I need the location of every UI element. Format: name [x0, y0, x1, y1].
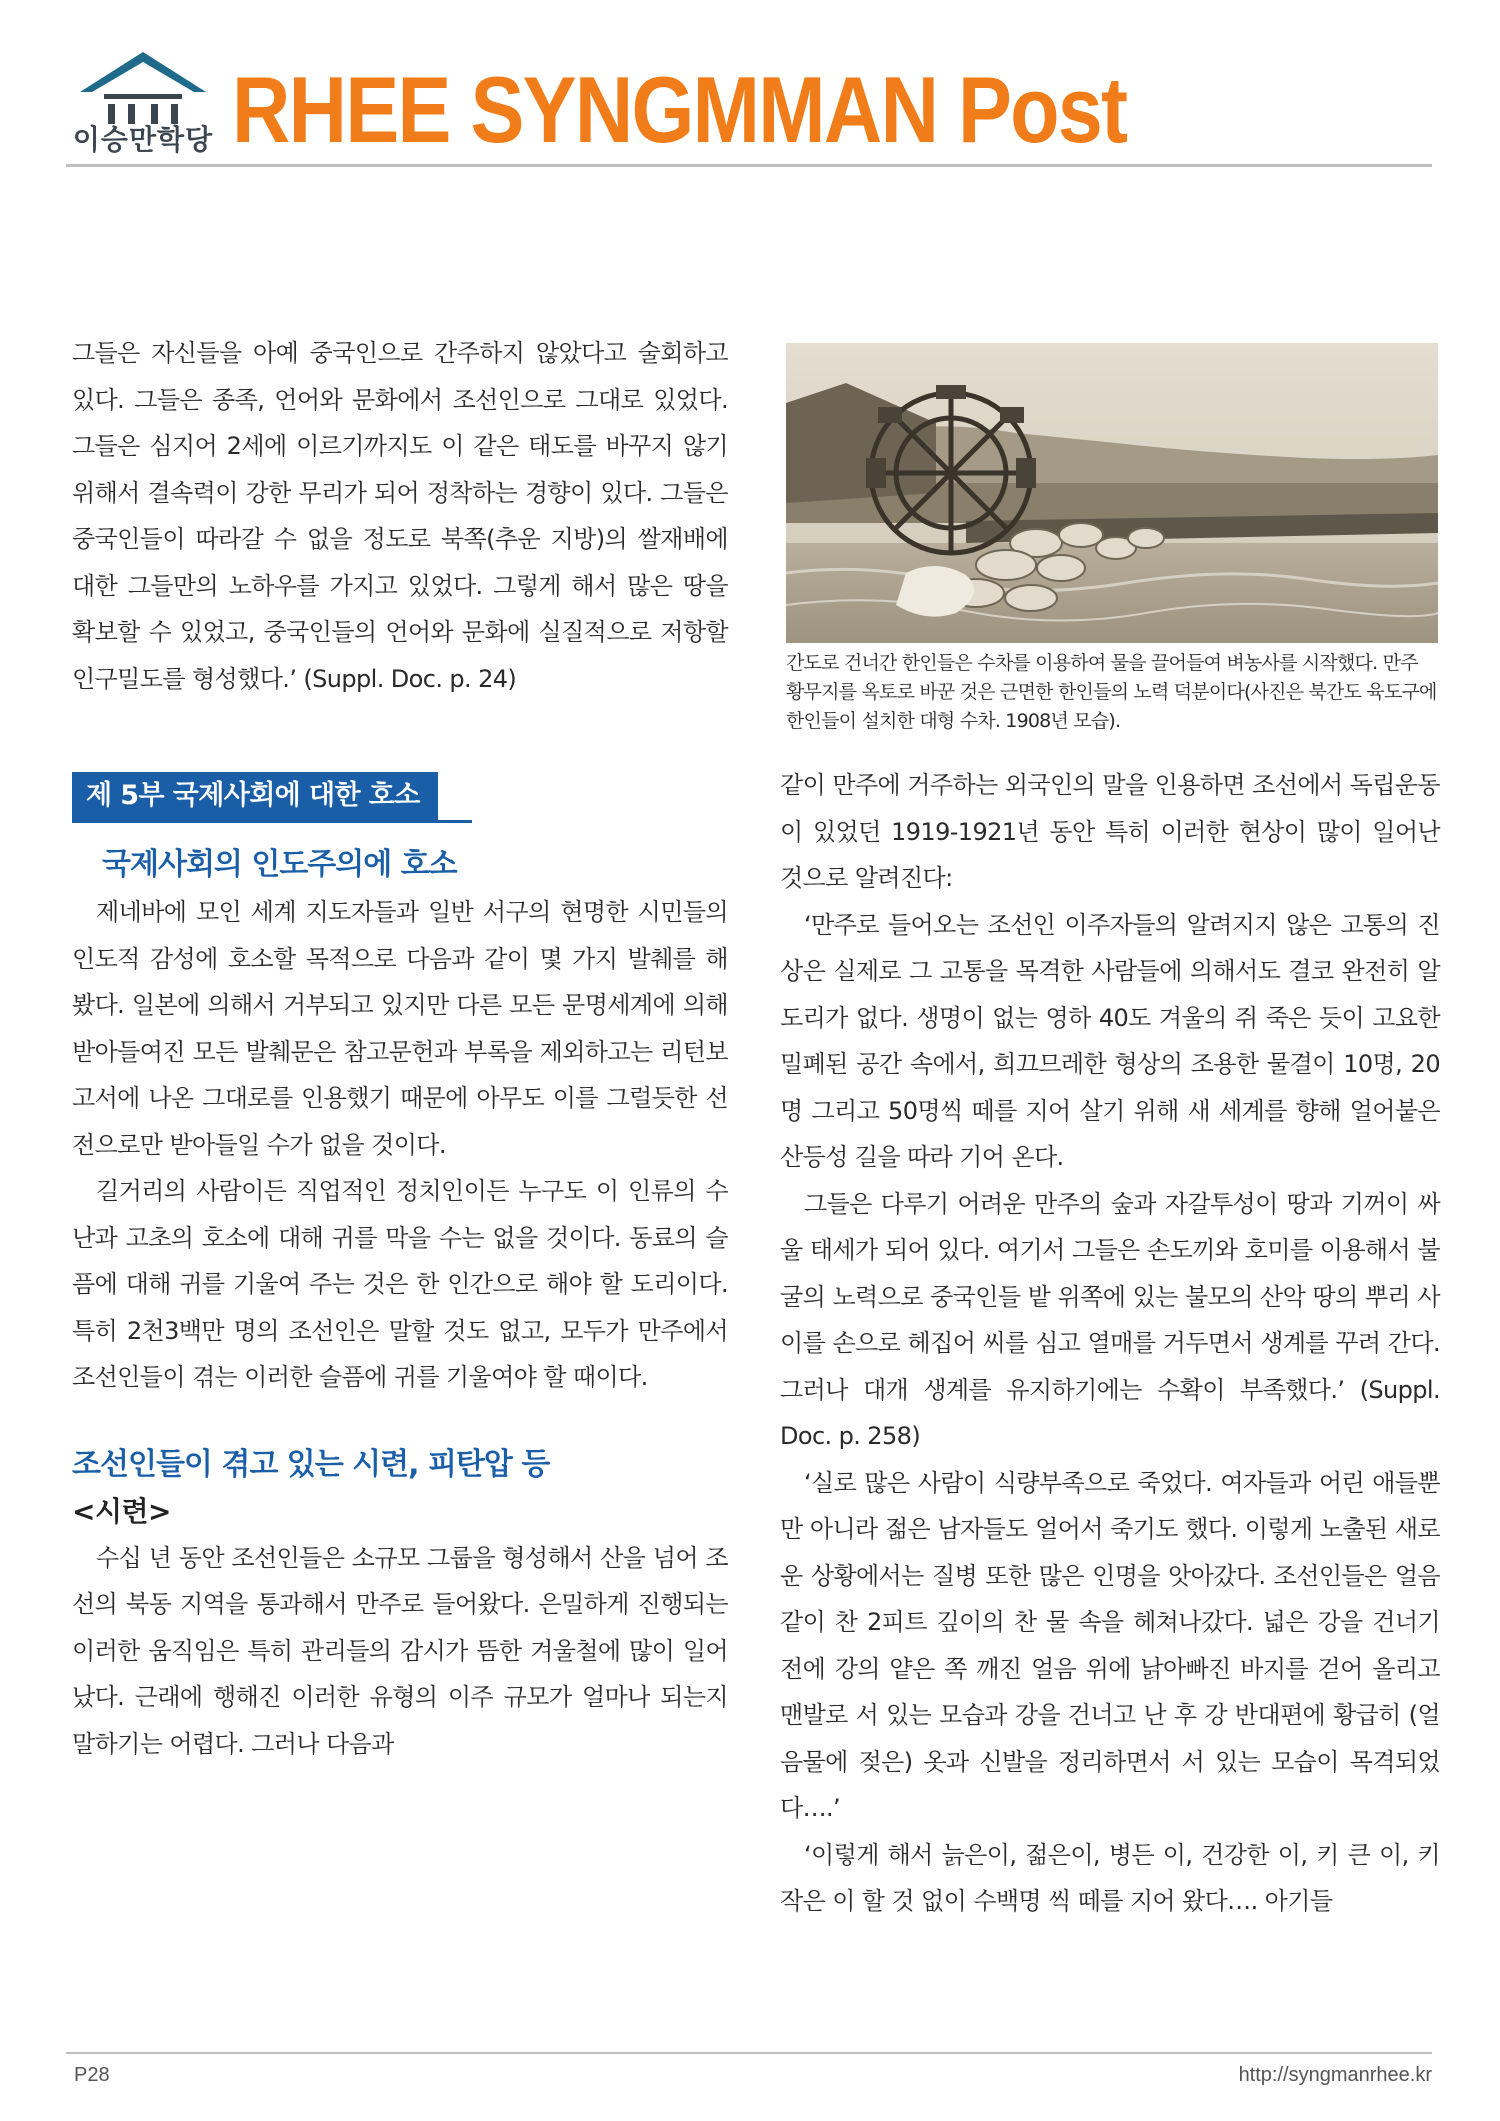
section-title: 국제사회의 인도주의에 호소: [102, 847, 457, 882]
body-paragraph: 같이 만주에 거주하는 외국인의 말을 인용하면 조선에서 독립운동이 있었던 1919-1921년 동안 특히 이러한 현상이 많이 일어난 것으로 알려진다:: [780, 771, 1440, 892]
quote-paragraph: 그들은 다루기 어려운 만주의 숲과 자갈투성이 땅과 기꺼이 싸울 태세가 되어 있다. 여기서 그들은 손도끼와 호미를 이용해서 불굴의 노력으로 중국인들 밭 위쪽에 있는 불모의 산악 땅의 뿌리 사이를 손으로 헤집어 씨를 심고 열매를 거두면서 생계를 꾸려 간다. 그러나 대개 생계를 유지하기에는 수확이 부족했다.’ (Suppl. Doc. p. 258): [780, 1189, 1440, 1450]
sub-title: <시련>: [72, 1494, 172, 1528]
masthead-title: RHEE SYNGMMAN Post: [232, 57, 1127, 162]
logo-text: 이승만학당: [72, 123, 214, 156]
body-paragraph: 길거리의 사람이든 직업적인 정치인이든 누구도 이 인류의 수난과 고초의 호소에 대해 귀를 막을 수는 없을 것이다. 동료의 슬픔에 대해 귀를 기울여 주는 것은 한 인간으로 해야 할 도리이다. 특히 2천3백만 명의 조선인은 말할 것도 없고, 모두가 만주에서 조선인들이 겪는 이러한 슬픔에 귀를 기울여야 할 때이다.: [72, 1177, 728, 1391]
photo-caption: 간도로 건너간 한인들은 수차를 이용하여 물을 끌어들여 벼농사를 시작했다. 만주 황무지를 옥토로 바꾼 것은 근면한 한인들의 노력 덕분이다(사진은 북간도 육도구에 한인들이 설치한 대형 수차. 1908년 모습).: [786, 652, 1437, 732]
waterwheel-photo-image: [786, 343, 1438, 643]
quote-paragraph: ‘이렇게 해서 늙은이, 젊은이, 병든 이, 건강한 이, 키 큰 이, 키 작은 이 할 것 없이 수백명 씩 떼를 지어 왔다…. 아기들: [780, 1840, 1440, 1915]
quote-paragraph: ‘실로 많은 사람이 식량부족으로 죽었다. 여자들과 어린 애들뿐만 아니라 젊은 남자들도 얼어서 죽기도 했다. 이렇게 노출된 새로운 상황에서는 질병 또한 많은 인명을 앗아갔다. 조선인들은 얼음같이 찬 2피트 깊이의 찬 물 속을 헤쳐나갔다. 넓은 강을 건너기 전에 강의 얕은 쪽 깨진 얼음 위에 낡아빠진 바지를 걷어 올리고 맨발로 서 있는 모습과 강을 건너고 난 후 강 반대편에 황급히 (얼음물에 젖은) 옷과 신발을 정리하면서 서 있는 모습이 목격되었다….’: [780, 1468, 1440, 1822]
part-heading: [72, 772, 728, 823]
footer-divider: [66, 2052, 1432, 2054]
body-paragraph: 수십 년 동안 조선인들은 소규모 그룹을 형성해서 산을 넘어 조선의 북동 지역을 통과해서 만주로 들어왔다. 은밀하게 진행되는 이러한 움직임은 특히 관리들의 감시가 뜸한 겨울철에 많이 일어났다. 근래에 행해진 이러한 유형의 이주 규모가 얼마나 되는지 말하기는 어렵다. 그러나 다음과: [72, 1543, 728, 1758]
quote-paragraph: ‘만주로 들어오는 조선인 이주자들의 알려지지 않은 고통의 진상은 실제로 그 고통을 목격한 사람들에 의해서도 결코 완전히 알 도리가 없다. 생명이 없는 영하 40도 겨울의 쥐 죽은 듯이 고요한 밀폐된 공간 속에서, 희끄므레한 형상의 조용한 물결이 10명, 20명 그리고 50명씩 떼를 지어 살기 위해 새 세계를 향해 얼어붙은 산등성 길을 따라 기어 온다.: [780, 910, 1440, 1171]
body-paragraph: 제네바에 모인 세계 지도자들과 일반 서구의 현명한 시민들의 인도적 감성에 호소할 목적으로 다음과 같이 몇 가지 발췌를 해 봤다. 일본에 의해서 거부되고 있지만 다른 모든 문명세계에 의해 받아들여진 모든 발췌문은 참고문헌과 부록을 제외하고는 리턴보고서에 나온 그대로를 인용했기 때문에 아무도 이를 그럴듯한 선전으로만 받아들일 수가 없을 것이다.: [72, 898, 728, 1159]
intro-paragraph: 그들은 자신들을 아예 중국인으로 간주하지 않았다고 술회하고 있다. 그들은 종족, 언어와 문화에서 조선인으로 그대로 있었다. 그들은 심지어 2세에 이르기까지도 이 같은 태도를 바꾸지 않기 위해서 결속력이 강한 무리가 되어 정착하는 경향이 있다. 그들은 중국인들이 따라갈 수 없을 정도로 북쪽(추운 지방)의 쌀재배에 대한 그들만의 노하우를 가지고 있었다. 그렇게 해서 많은 땅을 확보할 수 있었고, 중국인들의 언어와 문화에 실질적으로 저항할 인구밀도를 형성했다.’ (Suppl. Doc. p. 24): [72, 339, 728, 693]
section-title: 조선인들이 겪고 있는 시련, 피탄압 등: [72, 1446, 550, 1482]
page-header: [0, 0, 1500, 170]
part-title: 제 5부 국제사회에 대한 호소: [72, 772, 438, 820]
left-column: [72, 330, 728, 1767]
historical-photo-waterwheel: [786, 343, 1438, 643]
page-number: P28: [74, 2064, 110, 2086]
site-url-link[interactable]: http://syngmanrhee.kr: [1238, 2064, 1432, 2086]
header-divider: [66, 164, 1432, 167]
right-column: [780, 762, 1440, 1925]
